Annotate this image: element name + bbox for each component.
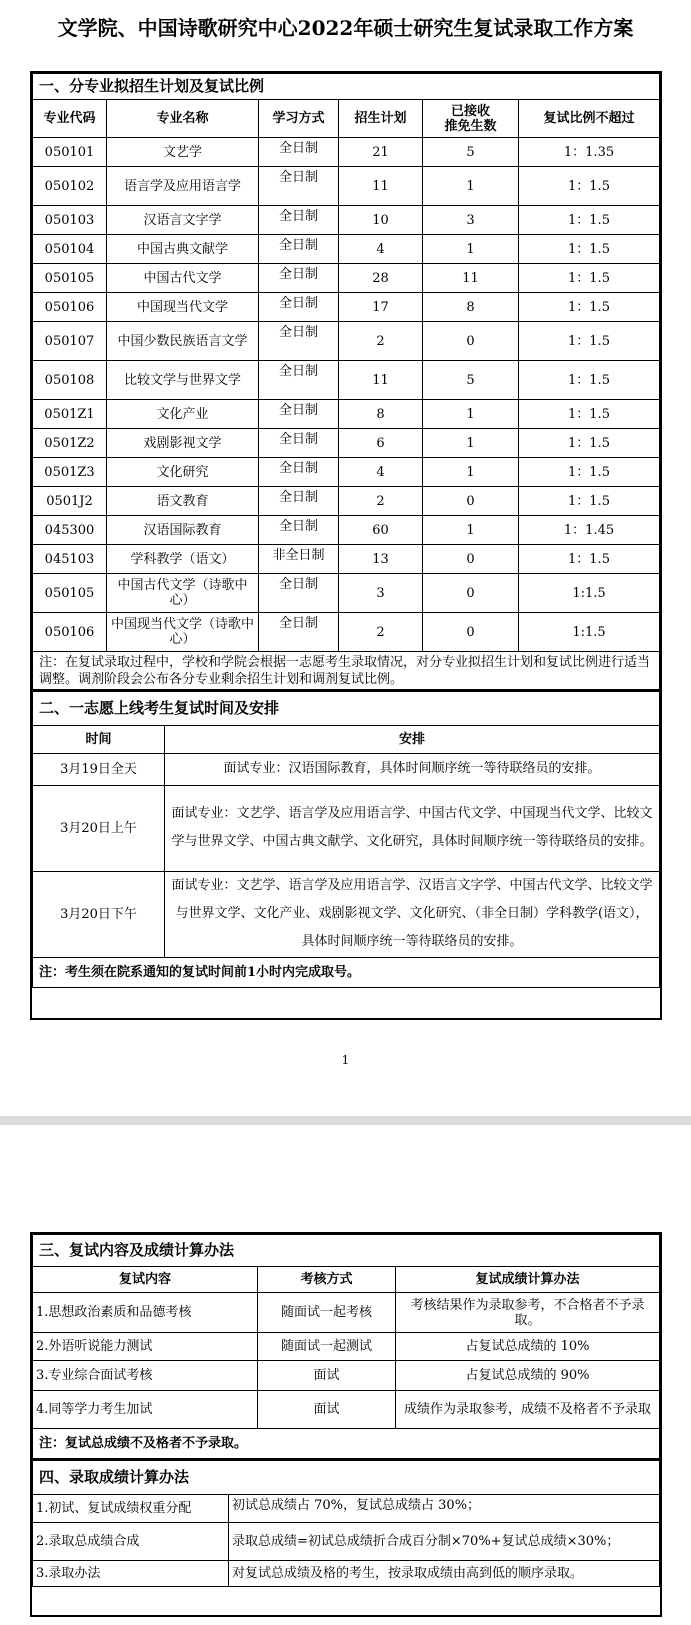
major-code: 0501J2 [33,487,107,516]
enrollment-plan: 6 [339,429,423,458]
major-code: 045103 [33,545,107,574]
major-code: 050106 [33,613,107,652]
retest-ratio: 1：1.5 [519,322,660,361]
major-code: 050102 [33,167,107,206]
section-4-heading: 四、录取成绩计算办法 [33,1460,660,1494]
table-row [33,167,660,206]
section-3-4-frame [30,1232,662,1617]
section-2-note: 注：考生须在院系通知的复试时间前1小时内完成取号。 [33,957,660,987]
exempt-count: 3 [423,206,519,235]
study-mode: 全日制 [259,235,339,264]
major-name: 戏剧影视文学 [107,429,259,458]
admission-row: 2.录取总成绩合成 录取总成绩=初试总成绩折合成百分制×70%+复试总成绩×30%； [33,1522,660,1560]
enrollment-plan: 3 [339,574,423,613]
exempt-count: 0 [423,487,519,516]
retest-ratio: 1：1.5 [519,487,660,516]
study-mode: 全日制 [259,574,339,613]
retest-ratio: 1：1.35 [519,138,660,167]
table-row [33,206,660,235]
major-name: 文艺学 [107,138,259,167]
enrollment-plan: 13 [339,545,423,574]
study-mode: 全日制 [259,138,339,167]
header-exempt: 已接收 推免生数 [423,100,519,138]
table-row [33,361,660,400]
major-name: 中国现当代文学 [107,293,259,322]
major-code: 050107 [33,322,107,361]
enrollment-plan: 11 [339,361,423,400]
study-mode: 全日制 [259,400,339,429]
retest-row: 4.同等学力考生加试 面试 成绩作为录取参考，成绩不及格者不予录取 [33,1391,660,1429]
exempt-count: 0 [423,322,519,361]
study-mode: 全日制 [259,361,339,400]
header-ratio: 复试比例不超过 [519,100,660,138]
exempt-count: 0 [423,613,519,652]
page-number: 1 [341,1053,350,1067]
retest-row: 1.思想政治素质和品德考核 随面试一起考核 考核结果作为录取参考，不合格者不予录取。 [33,1293,660,1333]
schedule-row: 3月20日下午 面试专业：文艺学、语言学及应用语言学、汉语言文字学、中国古代文学、比较文学与世界文学、文化产业、戏剧影视文学、文化研究、（非全日制）学科教学(语文），具体时间顺序统一等待联络员的安排。 [33,871,660,957]
exempt-count: 0 [423,545,519,574]
retest-ratio: 1：1.5 [519,545,660,574]
page-separator [0,1116,691,1125]
major-name: 文化产业 [107,400,259,429]
study-mode: 全日制 [259,458,339,487]
enrollment-plan: 4 [339,235,423,264]
section-1-2-frame [30,71,662,1020]
header-content: 复试内容 [33,1267,258,1293]
enrollment-plan: 11 [339,167,423,206]
study-mode: 全日制 [259,487,339,516]
enrollment-plan: 4 [339,458,423,487]
retest-ratio: 1：1.5 [519,458,660,487]
retest-ratio: 1：1.45 [519,516,660,545]
retest-ratio: 1：1.5 [519,167,660,206]
exempt-count: 5 [423,138,519,167]
major-code: 050108 [33,361,107,400]
header-name: 专业名称 [107,100,259,138]
retest-ratio: 1：1.5 [519,429,660,458]
table-row [33,487,660,516]
header-calc: 复试成绩计算办法 [396,1267,660,1293]
enrollment-plan: 10 [339,206,423,235]
major-name: 中国少数民族语言文学 [107,322,259,361]
retest-ratio: 1：1.5 [519,206,660,235]
major-name: 学科教学（语文） [107,545,259,574]
header-plan: 招生计划 [339,100,423,138]
header-method: 考核方式 [258,1267,396,1293]
retest-row: 2.外语听说能力测试 随面试一起测试 占复试总成绩的 10% [33,1333,660,1361]
study-mode: 全日制 [259,264,339,293]
enrollment-plan: 2 [339,322,423,361]
exempt-count: 11 [423,264,519,293]
section-3-heading: 三、复试内容及成绩计算办法 [33,1235,660,1267]
table-row [33,574,660,613]
schedule-row: 3月20日上午 面试专业：文艺学、语言学及应用语言学、中国古代文学、中国现当代文学、比较文学与世界文学、中国古典文献学、文化研究，具体时间顺序统一等待联络员的安排。 [33,785,660,871]
table-row [33,516,660,545]
header-code: 专业代码 [33,100,107,138]
study-mode: 非全日制 [259,545,339,574]
major-code: 050103 [33,206,107,235]
header-mode: 学习方式 [259,100,339,138]
study-mode: 全日制 [259,429,339,458]
exempt-count: 1 [423,167,519,206]
admission-row: 1.初试、复试成绩权重分配 初试总成绩占 70%，复试总成绩占 30%； [33,1494,660,1522]
table-row [33,322,660,361]
section-3-note: 注：复试总成绩不及格者不予录取。 [33,1429,660,1459]
major-code: 050101 [33,138,107,167]
major-code: 050104 [33,235,107,264]
retest-ratio: 1:1.5 [519,574,660,613]
retest-ratio: 1:1.5 [519,613,660,652]
header-time: 时间 [33,725,165,753]
major-name: 语文教育 [107,487,259,516]
retest-ratio: 1：1.5 [519,235,660,264]
schedule-table [32,690,660,988]
admission-row: 3.录取办法 对复试总成绩及格的考生，按录取成绩由高到低的顺序录取。 [33,1560,660,1586]
retest-ratio: 1：1.5 [519,264,660,293]
table-row [33,138,660,167]
table-row [33,235,660,264]
study-mode: 全日制 [259,516,339,545]
major-code: 0501Z2 [33,429,107,458]
document-title: 文学院、中国诗歌研究中心2022年硕士研究生复试录取工作方案 [57,16,634,40]
enrollment-plan: 28 [339,264,423,293]
enrollment-plan: 2 [339,487,423,516]
table-row [33,613,660,652]
major-code: 0501Z3 [33,458,107,487]
exempt-count: 8 [423,293,519,322]
header-arrangement: 安排 [165,725,660,753]
study-mode: 全日制 [259,167,339,206]
table-row [33,429,660,458]
retest-row: 3.专业综合面试考核 面试 占复试总成绩的 90% [33,1361,660,1391]
exempt-count: 0 [423,574,519,613]
major-code: 050105 [33,264,107,293]
major-name: 汉语国际教育 [107,516,259,545]
exempt-count: 1 [423,235,519,264]
major-code: 050106 [33,293,107,322]
admission-score-table [32,1459,660,1587]
major-name: 文化研究 [107,458,259,487]
enrollment-plan: 21 [339,138,423,167]
schedule-row: 3月19日全天 面试专业：汉语国际教育，具体时间顺序统一等待联络员的安排。 [33,753,660,785]
major-name: 汉语言文字学 [107,206,259,235]
exempt-count: 5 [423,361,519,400]
enrollment-plan: 8 [339,400,423,429]
major-name: 比较文学与世界文学 [107,361,259,400]
study-mode: 全日制 [259,322,339,361]
retest-ratio: 1：1.5 [519,400,660,429]
major-name: 中国古代文学（诗歌中心） [107,574,259,613]
enrollment-plan: 60 [339,516,423,545]
exempt-count: 1 [423,400,519,429]
retest-content-table [32,1234,660,1459]
major-name: 中国现当代文学（诗歌中心） [107,613,259,652]
retest-ratio: 1：1.5 [519,361,660,400]
retest-ratio: 1：1.5 [519,293,660,322]
study-mode: 全日制 [259,206,339,235]
major-code: 0501Z1 [33,400,107,429]
major-name: 语言学及应用语言学 [107,167,259,206]
table-row [33,458,660,487]
enrollment-plan: 17 [339,293,423,322]
table-header-row [33,100,660,138]
retest-header-row [33,1267,660,1293]
schedule-header-row [33,725,660,753]
enrollment-plan-table [32,73,660,690]
section-1-heading: 一、分专业拟招生计划及复试比例 [33,74,660,100]
study-mode: 全日制 [259,293,339,322]
table-row [33,400,660,429]
study-mode: 全日制 [259,613,339,652]
table-row [33,293,660,322]
table-row [33,264,660,293]
major-name: 中国古典文献学 [107,235,259,264]
exempt-count: 1 [423,516,519,545]
major-name: 中国古代文学 [107,264,259,293]
major-code: 050105 [33,574,107,613]
major-code: 045300 [33,516,107,545]
exempt-count: 1 [423,458,519,487]
section-2-heading: 二、一志愿上线考生复试时间及安排 [33,691,660,725]
table-row [33,545,660,574]
exempt-count: 1 [423,429,519,458]
enrollment-plan: 2 [339,613,423,652]
section-1-note: 注：在复试录取过程中，学校和学院会根据一志愿考生录取情况，对分专业拟招生计划和复试比例进行适当调整。调剂阶段会公布各分专业剩余招生计划和调剂复试比例。 [33,652,660,690]
